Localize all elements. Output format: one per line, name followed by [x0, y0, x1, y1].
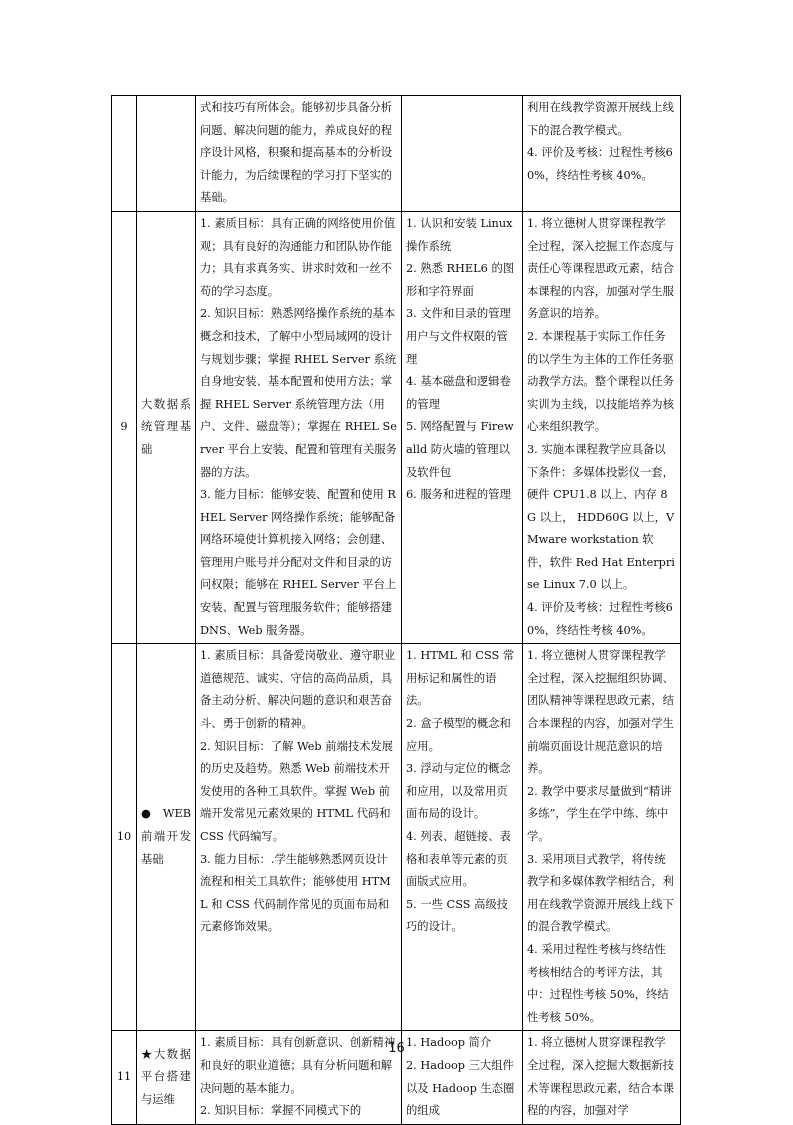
course-content: 1. Hadoop 简介 2. Hadoop 三大组件以及 Hadoop 生态圈的组成 — [402, 1031, 523, 1124]
course-goals: 1. 素质目标：具备爱岗敬业、遵守职业道德规范、诚实、守信的高尚品质，具备主动分析、解决问题的意识和艰苦奋斗、勇于创新的精神。 2. 知识目标：了解 Web 前端技术发展的历史及趋势。熟悉 Web 前端技术开发使用的各种工具软件。掌握 Web 前端开发常见元素效果的 HTML 代码和 CSS 代码编写。 3. 能力目标：.学生能够熟悉网页设计流程和相关工具软件；能够使用 HTML 和 CSS 代码制作常见的页面布局和元素修饰效果。 — [196, 644, 402, 1031]
course-requirements: 利用在线教学资源开展线上线下的混合教学模式。 4. 评价及考核：过程性考核60%，终结性考核 40%。 — [523, 96, 681, 212]
course-requirements: 1. 将立德树人贯穿课程教学全过程，深入挖掘组织协调、团队精神等课程思政元素，结合本课程的内容，加强对学生前端页面设计规范意识的培养。 2. 教学中要求尽量做到“精讲多练”，学生在学中练、练中学。 3. 采用项目式教学，将传统教学和多媒体教学相结合，利用在线教学资源开展线上线下的混合教学模式。 4. 采用过程性考核与终结性考核相结合的考评方法，其中：过程性考核 50%，终结性考核 50%。 — [523, 644, 681, 1031]
course-name — [137, 96, 196, 212]
course-number: 11 — [112, 1031, 137, 1124]
course-content — [402, 96, 523, 212]
course-goals: 1. 素质目标：具有正确的网络使用价值观；具有良好的沟通能力和团队协作能力；具有求真务实、讲求时效和一丝不苟的学习态度。 2. 知识目标：熟悉网络操作系统的基本概念和技术，了解中小型局域网的设计与规划步骤；掌握 RHEL Server 系统自身地安装、基本配置和使用方法；掌握 RHEL Server 系统管理方法（用户、文件、磁盘等）；掌握在 RHEL Server 平台上安装、配置和管理有关服务器的方法。 3. 能力目标：能够安装、配置和使用 RHEL Server 网络操作系统；能够配备网络环境使计算机接入网络；会创建、管理用户账号并分配对文件和目录的访问权限；能够在 RHEL Server 平台上安装、配置与管理服务软件；能够搭建 DNS、Web 服务器。 — [196, 211, 402, 643]
course-name: ★大数据平台搭建与运维 — [137, 1031, 196, 1124]
course-number: 9 — [112, 211, 137, 643]
table-row — [112, 96, 681, 212]
course-content: 1. HTML 和 CSS 常用标记和属性的语法。 2. 盒子模型的概念和应用。 3. 浮动与定位的概念和应用，以及常用页面布局的设计。 4. 列表、超链接、表格和表单等元素的页面版式应用。 5. 一些 CSS 高级技巧的设计。 — [402, 644, 523, 1031]
course-name: 大数据系统管理基础 — [137, 211, 196, 643]
curriculum-table — [111, 95, 681, 1125]
course-number: 10 — [112, 644, 137, 1031]
table-row — [112, 644, 681, 1031]
course-name: ● WEB 前端开发基础 — [137, 644, 196, 1031]
course-goals: 式和技巧有所体会。能够初步具备分析问题、解决问题的能力，养成良好的程序设计风格，积聚和提高基本的分析设计能力，为后续课程的学习打下坚实的基础。 — [196, 96, 402, 212]
course-content: 1. 认识和安装 Linux 操作系统 2. 熟悉 RHEL6 的图形和字符界面 3. 文件和目录的管理用户与文件权限的管理 4. 基本磁盘和逻辑卷的管理 5. 网络配置与 Firewalld 防火墙的管理以及软件包 6. 服务和进程的管理 — [402, 211, 523, 643]
page-number: 16 — [388, 1041, 405, 1056]
course-goals: 1. 素质目标：具有创新意识、创新精神和良好的职业道德；具有分析问题和解决问题的基本能力。 2. 知识目标：掌握不同模式下的 — [196, 1031, 402, 1124]
course-requirements: 1. 将立德树人贯穿课程教学全过程，深入挖掘大数据新技术等课程思政元素，结合本课程的内容，加强对学 — [523, 1031, 681, 1124]
course-number — [112, 96, 137, 212]
course-requirements: 1. 将立德树人贯穿课程教学全过程，深入挖掘工作态度与责任心等课程思政元素，结合本课程的内容，加强对学生服务意识的培养。 2. 本课程基于实际工作任务的以学生为主体的工作任务驱动教学方法。整个课程以任务实训为主线，以技能培养为核心来组织教学。 3. 实施本课程教学应具备以下条件：多媒体投影仪一套，硬件 CPU1.8 以上、内存 8G 以上， HDD60G 以上，VMware workstation 软件，软件 Red Hat Enterprise Linux 7.0 以上。 4. 评价及考核：过程性考核60%，终结性考核 40%。 — [523, 211, 681, 643]
table-row — [112, 211, 681, 643]
